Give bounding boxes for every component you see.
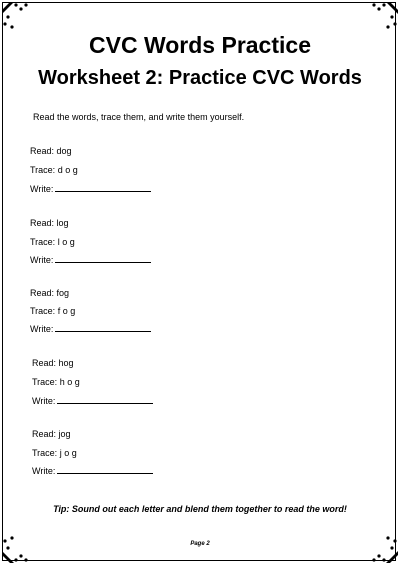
read-label: Read: (32, 429, 57, 439)
read-line (30, 287, 69, 299)
read-word: hog (58, 358, 74, 368)
trace-label: Trace: (30, 165, 56, 175)
read-label: Read: (30, 146, 55, 156)
trace-label: Trace: (30, 237, 56, 247)
trace-label: Trace: (30, 306, 56, 316)
write-line (30, 183, 151, 195)
write-label: Write: (32, 396, 56, 406)
write-line (30, 254, 151, 266)
read-line (30, 145, 72, 157)
write-blank[interactable] (57, 465, 153, 474)
read-line (32, 357, 74, 369)
write-label: Write: (30, 184, 54, 194)
write-line (32, 465, 153, 477)
trace-letters: d o g (57, 165, 78, 175)
trace-letters: h o g (59, 377, 80, 387)
write-blank[interactable] (55, 323, 151, 332)
page-number: Page 2 (190, 541, 210, 547)
worksheet-title: Worksheet 2: Practice CVC Words (38, 67, 362, 89)
read-word: jog (58, 429, 71, 439)
read-word: dog (56, 146, 72, 156)
page-title: CVC Words Practice (89, 32, 311, 58)
trace-line (32, 376, 80, 388)
read-label: Read: (30, 288, 55, 298)
read-line (30, 217, 69, 229)
trace-letters: l o g (57, 237, 75, 247)
tip-text: Tip: Sound out each letter and blend them together to read the word! (53, 504, 347, 514)
trace-letters: j o g (59, 448, 77, 458)
read-word: log (56, 218, 69, 228)
trace-label: Trace: (32, 448, 58, 458)
trace-label: Trace: (32, 377, 58, 387)
read-line (32, 428, 71, 440)
trace-line (30, 305, 75, 317)
trace-letters: f o g (57, 306, 76, 316)
read-word: fog (56, 288, 70, 298)
write-label: Write: (30, 255, 54, 265)
write-blank[interactable] (55, 183, 151, 192)
trace-line (32, 447, 77, 459)
trace-line (30, 236, 75, 248)
read-label: Read: (32, 358, 57, 368)
write-blank[interactable] (55, 254, 151, 263)
read-label: Read: (30, 218, 55, 228)
write-line (30, 323, 151, 335)
write-label: Write: (32, 466, 56, 476)
write-line (32, 395, 153, 407)
write-label: Write: (30, 324, 54, 334)
write-blank[interactable] (57, 395, 153, 404)
instructions-text: Read the words, trace them, and write them yourself. (33, 112, 245, 122)
trace-line (30, 164, 78, 176)
